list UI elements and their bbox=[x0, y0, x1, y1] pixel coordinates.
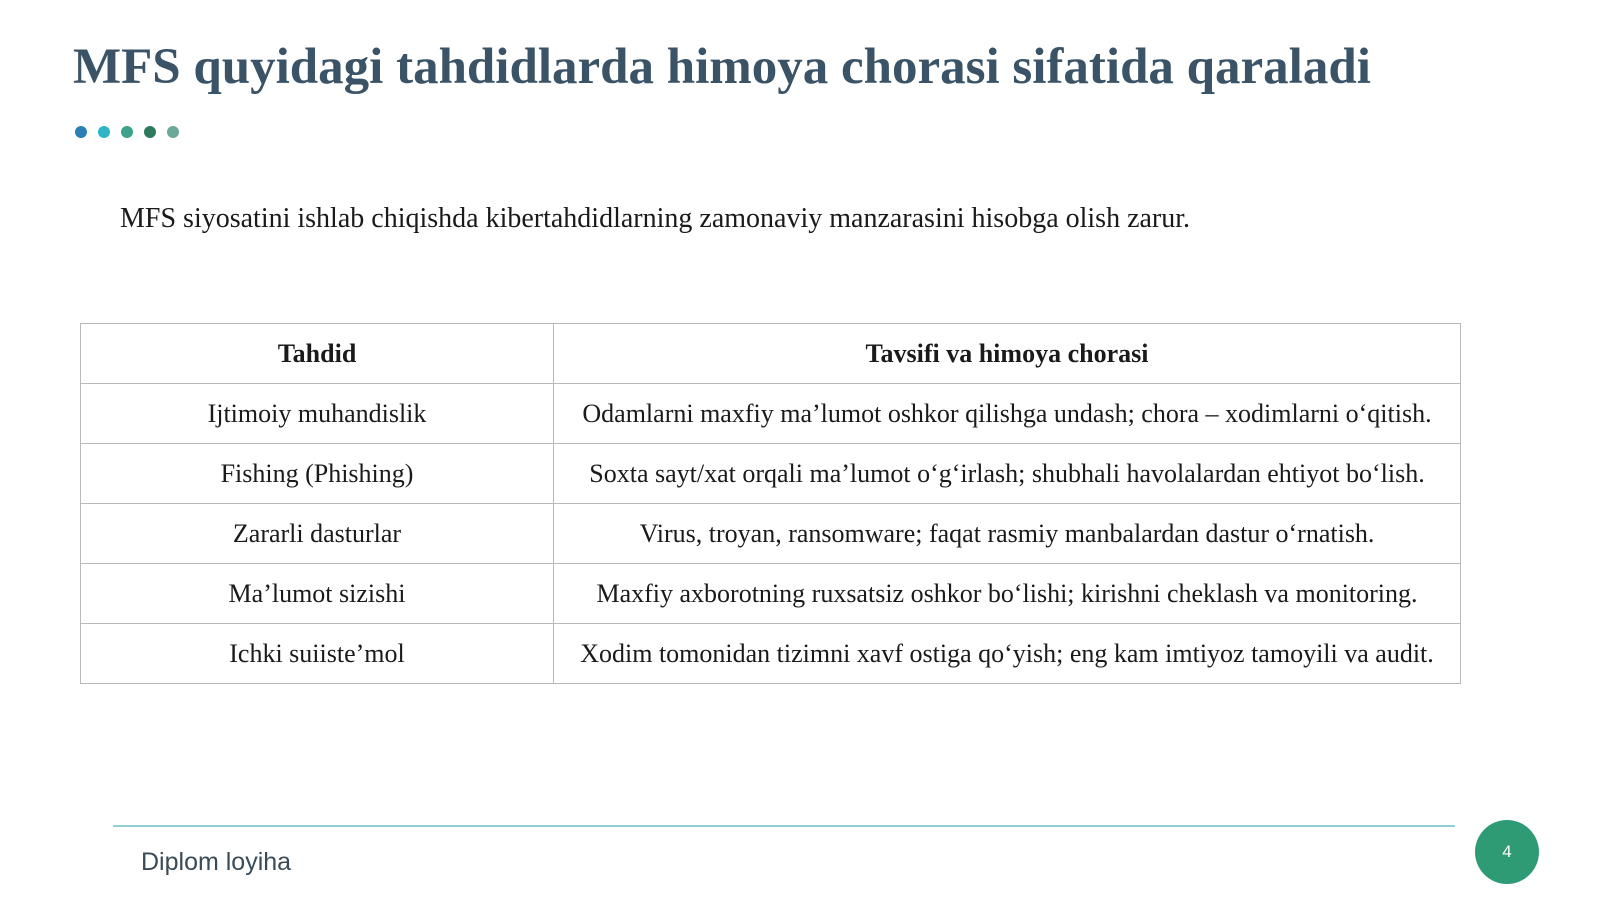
threat-cell: Ma’lumot sizishi bbox=[81, 564, 554, 624]
table-row bbox=[81, 444, 1461, 504]
description-cell: Maxfiy axborotning ruxsatsiz oshkor bo‘lishi; kirishni cheklash va monitoring. bbox=[554, 564, 1461, 624]
table-row bbox=[81, 564, 1461, 624]
threat-cell: Fishing (Phishing) bbox=[81, 444, 554, 504]
dot-1 bbox=[75, 126, 87, 138]
dot-2 bbox=[98, 126, 110, 138]
header-threat: Tahdid bbox=[81, 324, 554, 384]
description-cell: Soxta sayt/xat orqali ma’lumot o‘g‘irlash; shubhali havolalardan ehtiyot bo‘lish. bbox=[554, 444, 1461, 504]
table-row bbox=[81, 384, 1461, 444]
dot-4 bbox=[144, 126, 156, 138]
description-cell: Xodim tomonidan tizimni xavf ostiga qo‘yish; eng kam imtiyoz tamoyili va audit. bbox=[554, 624, 1461, 684]
page-number-badge: 4 bbox=[1475, 820, 1539, 884]
dot-3 bbox=[121, 126, 133, 138]
threat-cell: Ijtimoiy muhandislik bbox=[81, 384, 554, 444]
table-header-row bbox=[81, 324, 1461, 384]
threats-table bbox=[80, 323, 1461, 684]
footer-divider bbox=[113, 825, 1455, 827]
threat-cell: Zararli dasturlar bbox=[81, 504, 554, 564]
header-description: Tavsifi va himoya chorasi bbox=[554, 324, 1461, 384]
description-cell: Virus, troyan, ransomware; faqat rasmiy manbalardan dastur o‘rnatish. bbox=[554, 504, 1461, 564]
slide-subtitle: MFS siyosatini ishlab chiqishda kibertahdidlarning zamonaviy manzarasini hisobga olish zarur. bbox=[120, 203, 1191, 234]
table-row bbox=[81, 504, 1461, 564]
slide-title: MFS quyidagi tahdidlarda himoya chorasi sifatida qaraladi bbox=[73, 39, 1371, 95]
footer-label: Diplom loyiha bbox=[141, 848, 292, 876]
table-row bbox=[81, 624, 1461, 684]
dot-5 bbox=[167, 126, 179, 138]
decorative-dots bbox=[75, 126, 179, 138]
description-cell: Odamlarni maxfiy ma’lumot oshkor qilishga undash; chora – xodimlarni o‘qitish. bbox=[554, 384, 1461, 444]
threat-cell: Ichki suiiste’mol bbox=[81, 624, 554, 684]
